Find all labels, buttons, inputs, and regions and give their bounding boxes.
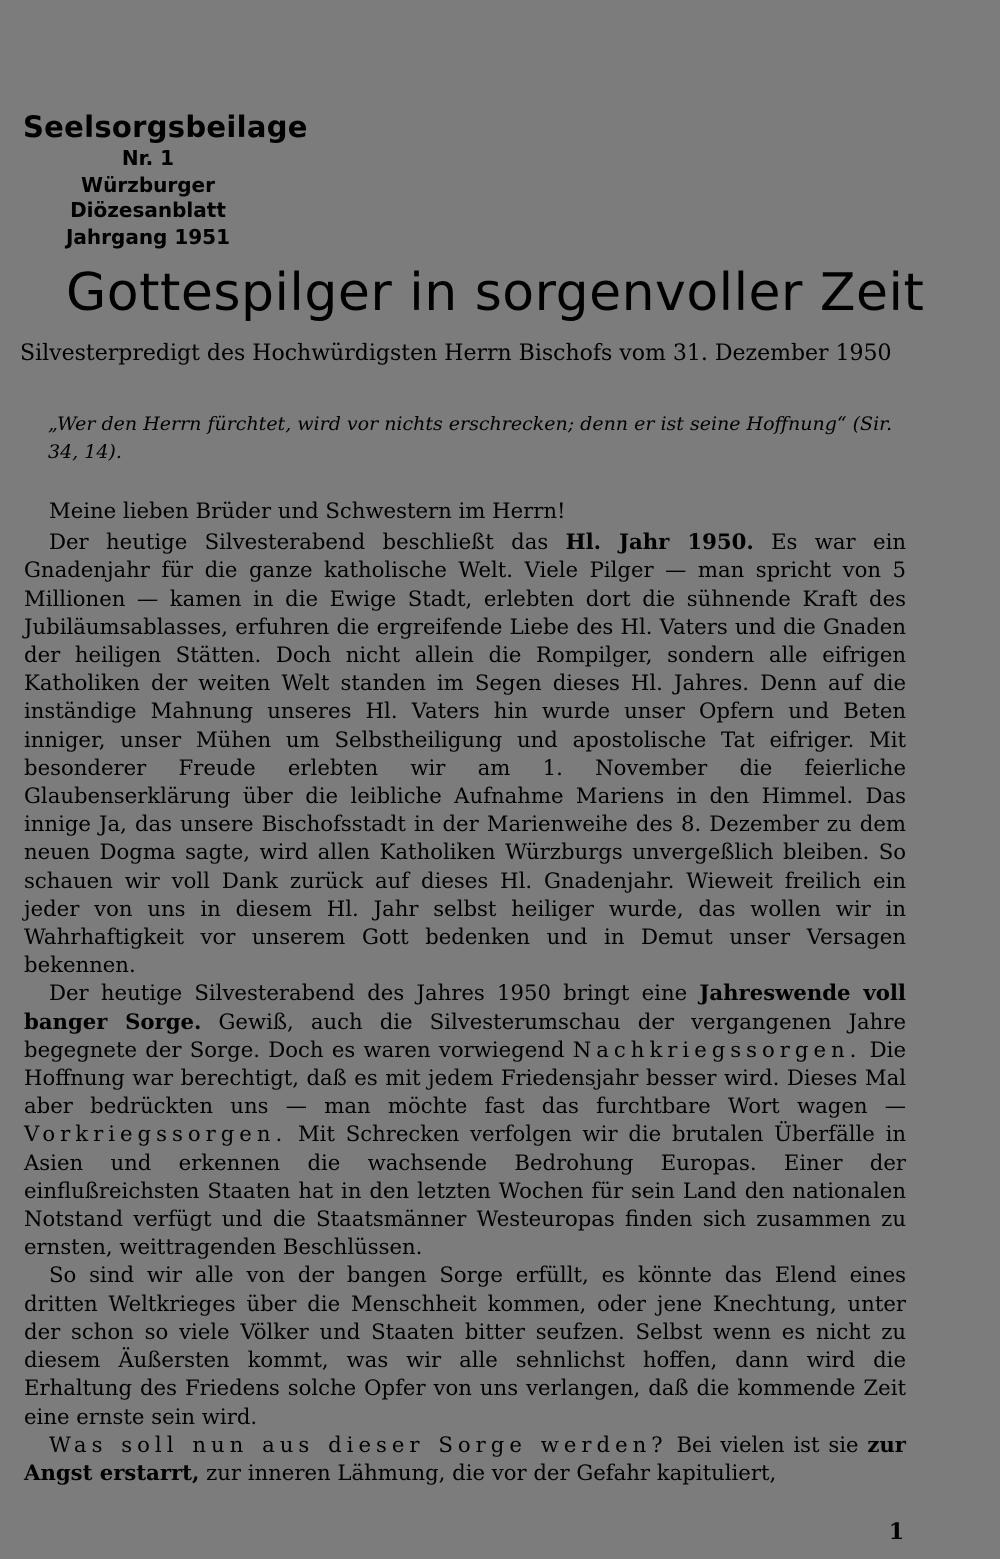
emphasis: zur Angst erstarrt, [24, 1431, 906, 1485]
spaced-emphasis: Nachkriegssorgen. [572, 1036, 862, 1062]
text: Bei vielen ist sie [667, 1431, 868, 1457]
text: zur inneren Lähmung, die vor der Gefahr kapituliert, [199, 1459, 777, 1485]
text: Mit Schrecken verfolgen wir die brutalen Überfälle in Asien und erkennen die wachsende Bedrohung Europas. Einer der einflußreichsten Staaten hat in den letzten Wochen für sein Land den nationalen Notstand verfügt und die Staatsmänner Westeuropas finden sich zusammen zu ernsten, weittragenden Beschlüssen. [24, 1121, 906, 1260]
publication-year: Jahrgang 1951 [65, 225, 231, 249]
emphasis: Hl. Jahr 1950. [565, 529, 754, 555]
page-number: 1 [888, 1519, 904, 1545]
text: Gewiß, auch die Silvesterumschau der vergangenen Jahre begegnete der Sorge. Doch es waren vorwiegend [24, 1008, 906, 1062]
text: Der heutige Silvesterabend beschließt das [49, 529, 566, 555]
masthead [23, 110, 323, 250]
publication-name: Würzburger Diözesanblatt [70, 173, 226, 222]
text: Die Hoffnung war berechtigt, daß es mit jedem Friedensjahr besser wird. Dieses Mal aber bedrückten uns — man möchte fast das furchtbare Wort wagen — [24, 1036, 906, 1119]
text: Der heutige Silvesterabend des Jahres 1950 bringt eine [49, 980, 700, 1006]
spaced-emphasis: Was soll nun aus dieser Sorge werden? [49, 1431, 668, 1457]
paragraph [24, 1431, 906, 1487]
emphasis: Jahreswende voll banger Sorge. [24, 980, 906, 1034]
text: Es war ein Gnadenjahr für die ganze katholische Welt. Viele Pilger — man spricht von 5 Millionen — kamen in die Ewige Stadt, erlebten dort die sühnende Kraft des Jubiläumsablasses, erfuhren die ergreifende Liebe des Hl. Vaters und die Gnaden der heiligen Stätten. Doch nicht allein die Rompilger, sondern alle eifrigen Katholiken der weiten Welt standen im Segen dieses Hl. Jahres. Denn auf die inständige Mahnung unseres Hl. Vaters hin wurde unser Opfern und Beten inniger, unser Mühen um Selbstheiligung und apostolische Tat eifriger. Mit besonderer Freude erlebten wir am 1. November die feierliche Glaubenserklärung über die leibliche Aufnahme Mariens in den Himmel. Das innige Ja, das unsere Bischofsstadt in der Marienweihe des 8. Dezember zu dem neuen Dogma sagte, wird allen Katholiken Würzburgs unvergeßlich bleiben. So schauen wir voll Dank zurück auf dieses Hl. Gnadenjahr. Wieweit freilich ein jeder von uns in diesem Hl. Jahr selbst heiliger wurde, das wollen wir in Wahrhaftigkeit vor unserem Gott bedenken und in Demut unser Versagen bekennen. [24, 529, 906, 978]
bible-quote: „Wer den Herrn fürchtet, wird vor nichts erschrecken; denn er ist seine Hoffnung“ (Sir. 34, 14). [48, 413, 893, 463]
article-subtitle: Silvesterpredigt des Hochwürdigsten Herrn Bischofs vom 31. Dezember 1950 [20, 341, 892, 366]
spaced-emphasis: Vorkriegssorgen. [24, 1121, 288, 1147]
paragraph [24, 528, 906, 979]
supplement-title: Seelsorgsbeilage [23, 110, 308, 144]
article-title: Gottespilger in sorgenvoller Zeit [66, 263, 925, 323]
greeting: Meine lieben Brüder und Schwestern im Herrn! [49, 498, 566, 523]
paragraph: So sind wir alle von der bangen Sorge erfüllt, es könnte das Elend eines dritten Weltkrieges über die Menschheit kommen, oder jene Knechtung, unter der schon so viele Völker und Staaten bitter seufzen. Selbst wenn es nicht zu diesem Äußersten kommt, was wir alle sehnlichst hoffen, dann wird die Erhaltung des Friedens solche Opfer von uns verlangen, daß die kommende Zeit eine ernste sein wird. [24, 1262, 906, 1429]
paragraph [24, 979, 906, 1261]
issue-number: Nr. 1 [121, 146, 175, 170]
article-body [24, 497, 906, 1487]
